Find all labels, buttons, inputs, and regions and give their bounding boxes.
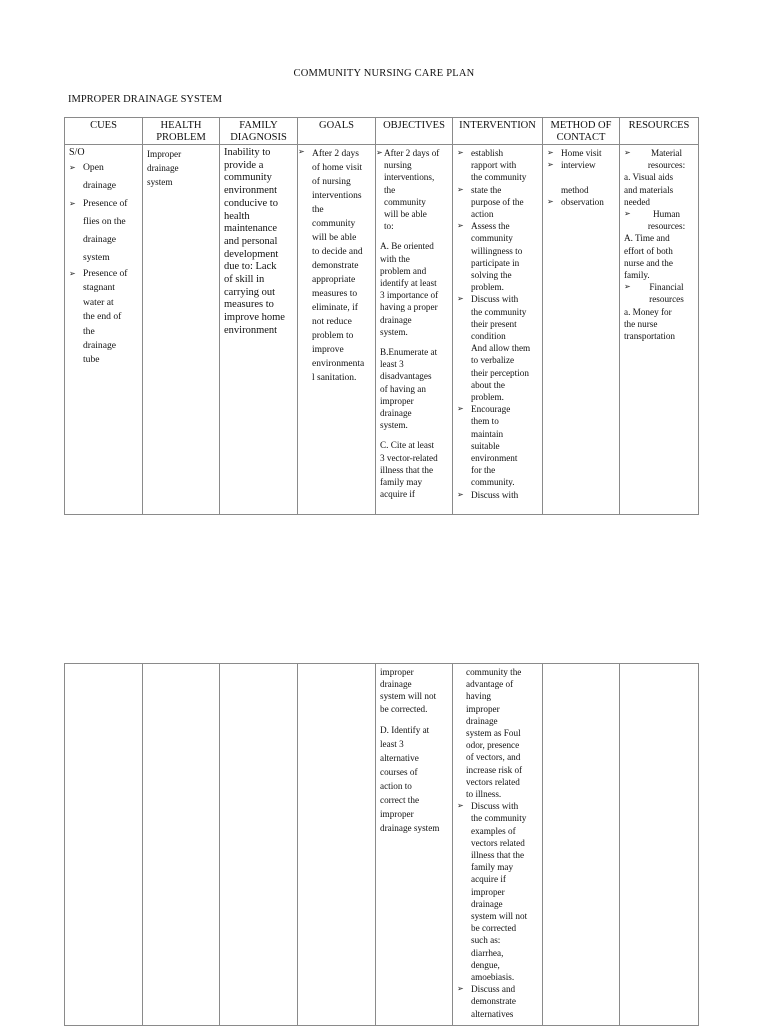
header-family-diagnosis: FAMILY DIAGNOSIS <box>220 118 298 145</box>
intervention-item: ➢ Assess the community willingness to participate in solving the problem. <box>457 221 523 293</box>
arrow-bullet-icon: ➢ <box>547 196 554 206</box>
resources-cell <box>620 145 699 515</box>
intervention-continued: community the advantage of having improper drainage system as Foul odor, presence of vectors, and increase risk of vectors related to illness. <box>466 667 523 800</box>
arrow-bullet-icon: ➢ <box>547 148 554 157</box>
objective-a: A. Be oriented with the problem and identify at least 3 importance of having a proper drainage system. <box>380 241 439 337</box>
header-method-of-contact: METHOD OF CONTACT <box>543 118 620 145</box>
intervention-cell-cont <box>453 664 543 1026</box>
objectives-intro: ➢ After 2 days of nursing interventions, the community will be able to: <box>376 148 440 232</box>
intervention-item: ➢ establish rapport with the community <box>457 148 527 183</box>
arrow-bullet-icon: ➢ <box>457 489 464 499</box>
cue-item: ➢ Open drainage <box>69 159 139 195</box>
document-title: COMMUNITY NURSING CARE PLAN <box>293 68 475 79</box>
header-intervention: INTERVENTION <box>453 118 543 145</box>
goals-cell <box>298 145 376 515</box>
resources-material-heading: ➢ Material resources: <box>624 148 686 171</box>
arrow-bullet-icon: ➢ <box>457 221 464 231</box>
intervention-item: ➢ Encourage them to maintain suitable environment for the community. <box>457 404 518 488</box>
header-goals: GOALS <box>298 118 376 145</box>
arrow-bullet-icon: ➢ <box>457 984 464 994</box>
arrow-bullet-icon: ➢ <box>298 147 305 156</box>
care-plan-table-page2 <box>64 663 699 1026</box>
intervention-item: ➢ Discuss with the community examples of vectors related illness that the family may acquire if improper drainage system will not be corrected such as: diarrhea, dengue, amoebiasis. <box>457 801 528 983</box>
arrow-bullet-icon: ➢ <box>457 801 464 811</box>
goal-item <box>298 145 375 385</box>
family-diagnosis-text: Inability to provide a community environment conducive to health maintenance and personal development due to: Lack of skill in carrying out measures to improve home environment <box>224 147 285 336</box>
health-problem-cell-cont <box>143 664 220 1026</box>
arrow-bullet-icon: ➢ <box>547 160 554 170</box>
cues-cell <box>65 145 143 515</box>
cue-item: ➢ Presence of flies on the drainage system <box>69 195 139 267</box>
method-item: ➢ observation <box>547 196 604 207</box>
header-health-problem: HEALTH PROBLEM <box>143 118 220 145</box>
objective-c: C. Cite at least 3 vector-related illness that the family may acquire if <box>380 440 438 500</box>
arrow-bullet-icon: ➢ <box>624 282 631 292</box>
header-resources: RESOURCES <box>620 118 699 145</box>
method-item: ➢ interview method <box>547 160 596 195</box>
objectives-cell <box>376 145 453 515</box>
arrow-bullet-icon: ➢ <box>457 404 464 414</box>
intervention-cell <box>453 145 543 515</box>
arrow-bullet-icon: ➢ <box>624 209 631 219</box>
arrow-bullet-icon: ➢ <box>69 269 76 278</box>
method-of-contact-cell <box>543 145 620 515</box>
arrow-bullet-icon: ➢ <box>69 199 76 208</box>
arrow-bullet-icon: ➢ <box>376 148 383 157</box>
family-diagnosis-cell <box>220 145 298 515</box>
objectives-cell-cont <box>376 664 453 1026</box>
family-diagnosis-cell-cont <box>220 664 298 1026</box>
resources-material-items: a. Visual aids and materials needed <box>624 172 674 207</box>
method-item: ➢ Home visit <box>547 148 602 158</box>
arrow-bullet-icon: ➢ <box>624 148 631 157</box>
goals-text: After 2 days of home visit of nursing interventions the community will be able to decide and demonstrate appropriate measures to eliminate, if not reduce problem to improve environmenta l sanitation. <box>312 149 365 383</box>
intervention-item: ➢ state the purpose of the action <box>457 184 524 220</box>
cue-item: ➢ Presence of stagnant water at the end of the drainage tube <box>69 268 128 366</box>
arrow-bullet-icon: ➢ <box>457 184 464 194</box>
resources-financial-heading: ➢ Financial resources <box>624 282 684 305</box>
objective-b: B.Enumerate at least 3 disadvantages of having an improper drainage system. <box>380 347 438 431</box>
arrow-bullet-icon: ➢ <box>69 163 76 172</box>
care-plan-table-page1 <box>64 117 699 515</box>
resources-human-heading: ➢ Human resources: <box>624 209 686 232</box>
cues-so-label: S/O <box>69 147 85 158</box>
method-of-contact-cell-cont <box>543 664 620 1026</box>
intervention-item: ➢ Discuss with the community their present condition And allow them to verbalize their perception about the problem. <box>457 294 531 403</box>
objective-c-continued: improper drainage system will not be corrected. <box>380 667 437 714</box>
goals-cell-cont <box>298 664 376 1026</box>
arrow-bullet-icon: ➢ <box>457 148 464 157</box>
health-problem-text: Improper drainage system <box>147 149 182 187</box>
resources-cell-cont <box>620 664 699 1026</box>
intervention-item: ➢ Discuss with <box>457 489 519 500</box>
objective-d: D. Identify at least 3 alternative courses of action to correct the improper drainage system <box>380 724 440 833</box>
document-subtitle: IMPROPER DRAINAGE SYSTEM <box>68 94 223 105</box>
intervention-item: ➢ Discuss and demonstrate alternatives <box>457 984 516 1019</box>
health-problem-cell <box>143 145 220 515</box>
header-objectives: OBJECTIVES <box>376 118 453 145</box>
header-cues: CUES <box>65 118 143 145</box>
resources-financial-items: a. Money for the nurse transportation <box>624 306 676 342</box>
resources-human-items: A. Time and effort of both nurse and the family. <box>624 233 673 281</box>
cues-cell-cont <box>65 664 143 1026</box>
arrow-bullet-icon: ➢ <box>457 294 464 304</box>
